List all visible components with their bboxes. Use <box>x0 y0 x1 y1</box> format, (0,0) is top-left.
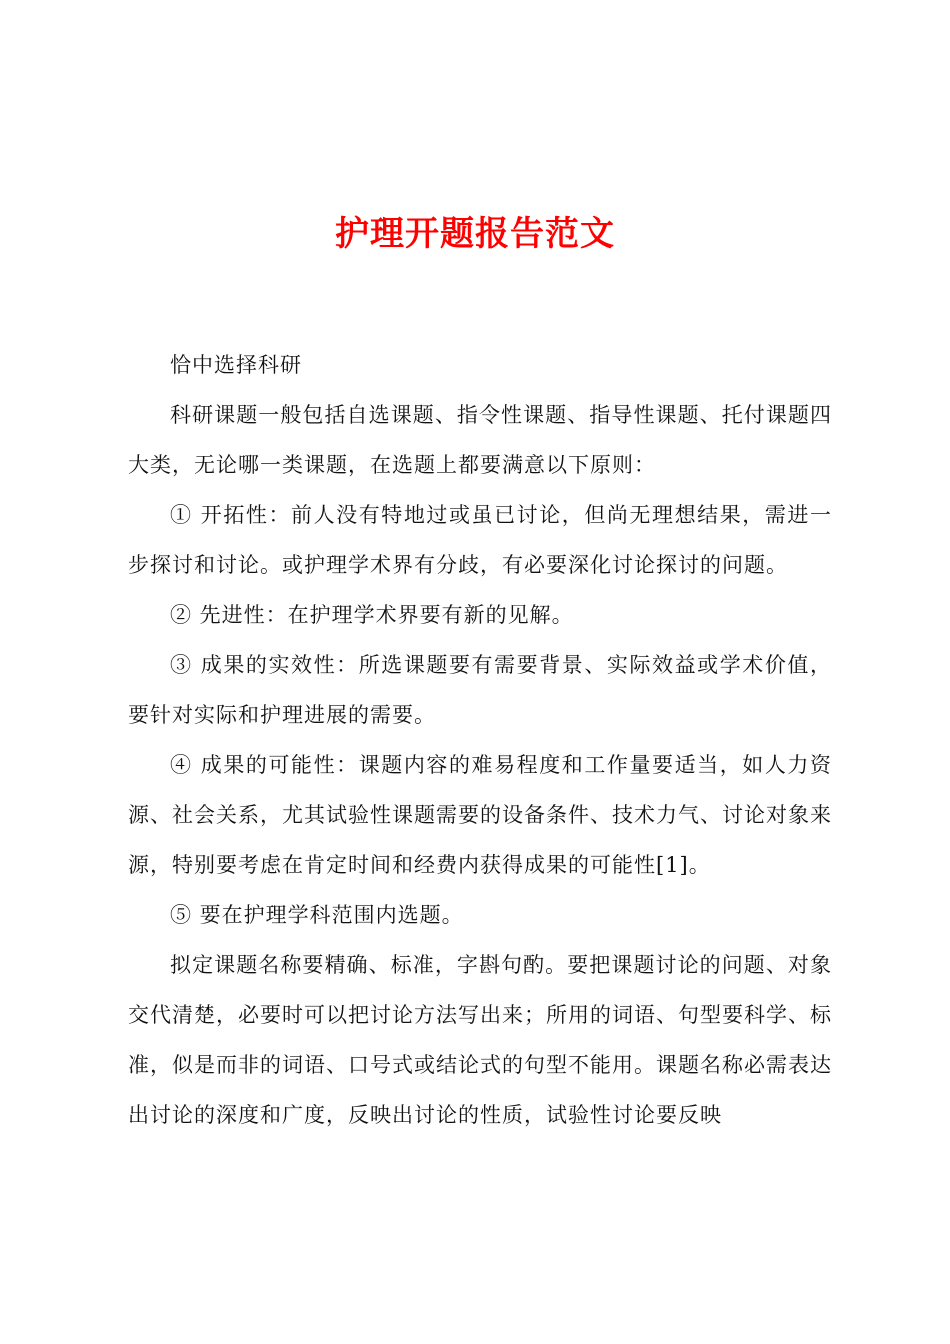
paragraph-principle-1: ① 开拓性：前人没有特地过或虽已讨论，但尚无理想结果，需进一步探讨和讨论。或护理学术界有分歧，有必要深化讨论探讨的问题。 <box>128 503 832 577</box>
paragraph-principle-5: ⑤ 要在护理学科范围内选题。 <box>170 903 464 927</box>
paragraph-principle-3: ③ 成果的实效性：所选课题要有需要背景、实际效益或学术价值，要针对实际和护理进展的需要。 <box>128 653 832 727</box>
paragraph-principle-4: ④ 成果的可能性：课题内容的难易程度和工作量要适当，如人力资源、社会关系，尤其试验性课题需要的设备条件、技术力气、讨论对象来源，特别要考虑在肯定时间和经费内获得成果的可能性[1]。 <box>128 753 832 877</box>
paragraph-title-guidelines: 拟定课题名称要精确、标准，字斟句酌。要把课题讨论的问题、对象交代清楚，必要时可以把讨论方法写出来；所用的词语、句型要科学、标准，似是而非的词语、口号式或结论式的句型不能用。课题名称必需表达出讨论的深度和广度，反映出讨论的性质，试验性讨论要反映 <box>128 953 832 1127</box>
paragraph-section-heading: 恰中选择科研 <box>170 353 302 377</box>
paragraph-intro: 科研课题一般包括自选课题、指令性课题、指导性课题、托付课题四大类，无论哪一类课题，在选题上都要满意以下原则： <box>128 403 832 477</box>
document-body <box>128 340 832 1140</box>
paragraph-principle-2: ② 先进性：在护理学术界要有新的见解。 <box>170 603 574 627</box>
document-title: 护理开题报告范文 <box>335 214 615 254</box>
